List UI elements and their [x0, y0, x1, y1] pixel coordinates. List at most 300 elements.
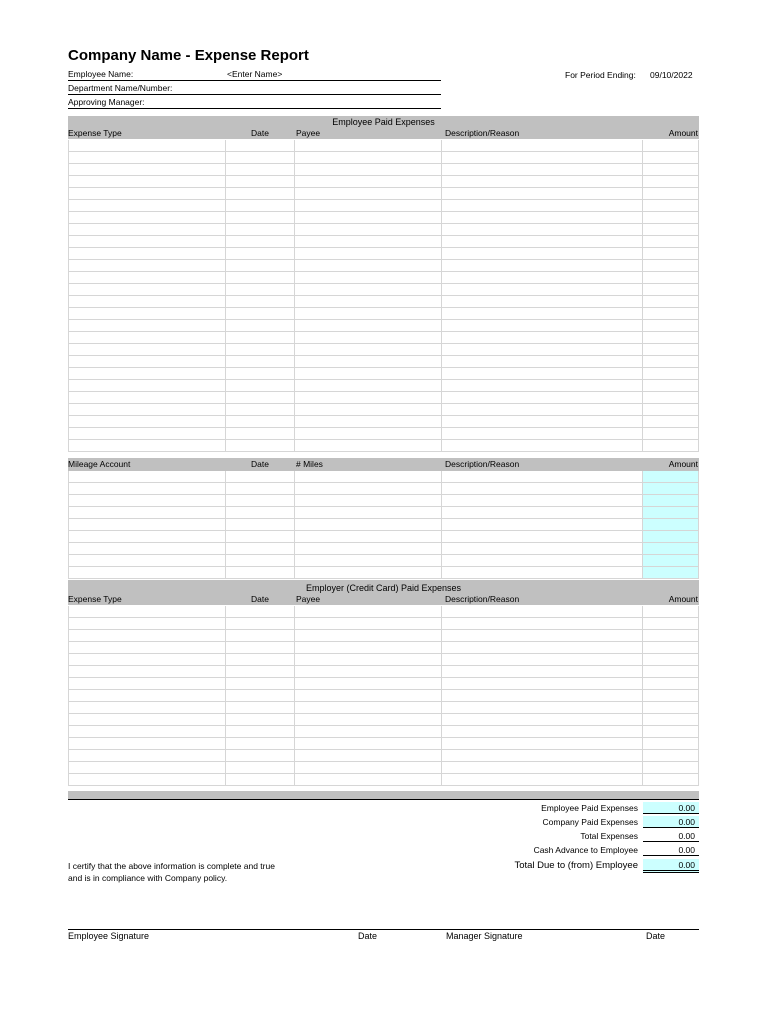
- cell-date[interactable]: [226, 308, 295, 319]
- cell-amount[interactable]: [643, 272, 699, 283]
- cell-amount[interactable]: [643, 750, 699, 761]
- cell-payee[interactable]: [295, 630, 442, 641]
- cell-type[interactable]: [68, 702, 226, 713]
- table-row: [68, 567, 699, 579]
- cell-amount[interactable]: [643, 762, 699, 773]
- cell-payee[interactable]: [295, 440, 442, 451]
- cell-amount[interactable]: [643, 284, 699, 295]
- table-row: [68, 690, 699, 702]
- cell-type[interactable]: [68, 483, 226, 494]
- cell-type[interactable]: [68, 531, 226, 542]
- cell-payee[interactable]: [295, 140, 442, 151]
- department-field[interactable]: [227, 82, 427, 94]
- col-payee: Payee: [296, 594, 321, 604]
- cell-type[interactable]: [68, 272, 226, 283]
- cell-description[interactable]: [442, 555, 643, 566]
- cell-date[interactable]: [226, 750, 295, 761]
- cell-date[interactable]: [226, 774, 295, 785]
- cell-payee[interactable]: [295, 762, 442, 773]
- cell-description[interactable]: [442, 543, 643, 554]
- cell-description[interactable]: [442, 296, 643, 307]
- cell-amount[interactable]: [643, 368, 699, 379]
- cell-description[interactable]: [442, 726, 643, 737]
- table-row: [68, 519, 699, 531]
- cell-amount[interactable]: [643, 774, 699, 785]
- cell-type[interactable]: [68, 507, 226, 518]
- cell-description[interactable]: [442, 320, 643, 331]
- cell-description[interactable]: [442, 774, 643, 785]
- table-row: [68, 654, 699, 666]
- cell-payee[interactable]: [295, 519, 442, 530]
- cell-description[interactable]: [442, 356, 643, 367]
- cell-description[interactable]: [442, 630, 643, 641]
- cell-payee[interactable]: [295, 308, 442, 319]
- cell-date[interactable]: [226, 440, 295, 451]
- table-row: [68, 642, 699, 654]
- cell-description[interactable]: [442, 618, 643, 629]
- col-miles: # Miles: [296, 459, 323, 469]
- cell-amount[interactable]: [643, 236, 699, 247]
- cell-amount[interactable]: [643, 678, 699, 689]
- table-row: [68, 212, 699, 224]
- cell-description[interactable]: [442, 392, 643, 403]
- cell-type[interactable]: [68, 344, 226, 355]
- certification-line-2: and is in compliance with Company policy.: [68, 873, 228, 883]
- cell-type[interactable]: [68, 666, 226, 677]
- cell-type[interactable]: [68, 332, 226, 343]
- cell-type[interactable]: [68, 236, 226, 247]
- cell-type[interactable]: [68, 416, 226, 427]
- cell-amount[interactable]: [643, 555, 699, 566]
- cell-payee[interactable]: [295, 618, 442, 629]
- cell-payee[interactable]: [295, 543, 442, 554]
- cell-date[interactable]: [226, 164, 295, 175]
- table-row: [68, 428, 699, 440]
- cell-date[interactable]: [226, 495, 295, 506]
- cell-date[interactable]: [226, 471, 295, 482]
- cell-payee[interactable]: [295, 531, 442, 542]
- cell-type[interactable]: [68, 714, 226, 725]
- table-row: [68, 332, 699, 344]
- table-row: [68, 531, 699, 543]
- cell-description[interactable]: [442, 212, 643, 223]
- cell-date[interactable]: [226, 618, 295, 629]
- table-row: [68, 416, 699, 428]
- cell-type[interactable]: [68, 654, 226, 665]
- cell-date[interactable]: [226, 260, 295, 271]
- cell-type[interactable]: [68, 750, 226, 761]
- table-footer-strip: [68, 791, 699, 800]
- cell-type[interactable]: [68, 260, 226, 271]
- cell-date[interactable]: [226, 176, 295, 187]
- cell-date[interactable]: [226, 726, 295, 737]
- cell-date[interactable]: [226, 152, 295, 163]
- cell-date[interactable]: [226, 344, 295, 355]
- cell-amount[interactable]: [643, 416, 699, 427]
- employee-name-field[interactable]: <Enter Name>: [227, 69, 283, 79]
- cell-payee[interactable]: [295, 356, 442, 367]
- cell-type[interactable]: [68, 726, 226, 737]
- table-row: [68, 762, 699, 774]
- table-row: [68, 272, 699, 284]
- cell-payee[interactable]: [295, 248, 442, 259]
- cell-type[interactable]: [68, 296, 226, 307]
- cell-date[interactable]: [226, 714, 295, 725]
- cell-amount[interactable]: [643, 726, 699, 737]
- employer-paid-section-title: Employer (Credit Card) Paid Expenses: [68, 580, 699, 594]
- cell-date[interactable]: [226, 284, 295, 295]
- cell-description[interactable]: [442, 678, 643, 689]
- table-row: [68, 248, 699, 260]
- cell-date[interactable]: [226, 368, 295, 379]
- cell-date[interactable]: [226, 380, 295, 391]
- col-mileage-account: Mileage Account: [68, 459, 131, 469]
- cell-date[interactable]: [226, 392, 295, 403]
- cell-description[interactable]: [442, 284, 643, 295]
- employee-paid-table: [68, 140, 699, 452]
- cell-amount[interactable]: [643, 140, 699, 151]
- period-ending-label: For Period Ending:: [565, 70, 636, 80]
- manager-field[interactable]: [227, 96, 427, 108]
- cell-date[interactable]: [226, 483, 295, 494]
- cell-amount[interactable]: [643, 176, 699, 187]
- cell-date[interactable]: [226, 188, 295, 199]
- cell-date[interactable]: [226, 555, 295, 566]
- table-row: [68, 236, 699, 248]
- cell-payee[interactable]: [295, 678, 442, 689]
- cell-payee[interactable]: [295, 332, 442, 343]
- cell-payee[interactable]: [295, 404, 442, 415]
- total-due-label: Total Due to (from) Employee: [514, 860, 638, 871]
- cell-payee[interactable]: [295, 344, 442, 355]
- cell-description[interactable]: [442, 440, 643, 451]
- cell-date[interactable]: [226, 654, 295, 665]
- cell-type[interactable]: [68, 738, 226, 749]
- cell-description[interactable]: [442, 152, 643, 163]
- cell-amount[interactable]: [643, 738, 699, 749]
- cell-amount[interactable]: [643, 495, 699, 506]
- table-row: [68, 368, 699, 380]
- cell-description[interactable]: [442, 642, 643, 653]
- cell-type[interactable]: [68, 690, 226, 701]
- cell-description[interactable]: [442, 714, 643, 725]
- cell-type[interactable]: [68, 495, 226, 506]
- cell-type[interactable]: [68, 567, 226, 578]
- col-date: Date: [251, 594, 269, 604]
- cell-description[interactable]: [442, 404, 643, 415]
- cell-description[interactable]: [442, 654, 643, 665]
- cell-payee[interactable]: [295, 320, 442, 331]
- cell-amount[interactable]: [643, 296, 699, 307]
- cell-amount[interactable]: [643, 152, 699, 163]
- cell-date[interactable]: [226, 236, 295, 247]
- cell-amount[interactable]: [643, 380, 699, 391]
- cell-payee[interactable]: [295, 507, 442, 518]
- cell-description[interactable]: [442, 666, 643, 677]
- cell-type[interactable]: [68, 428, 226, 439]
- cell-description[interactable]: [442, 188, 643, 199]
- cell-date[interactable]: [226, 606, 295, 617]
- cell-date[interactable]: [226, 428, 295, 439]
- cell-description[interactable]: [442, 260, 643, 271]
- cell-amount[interactable]: [643, 531, 699, 542]
- cell-description[interactable]: [442, 702, 643, 713]
- cell-payee[interactable]: [295, 567, 442, 578]
- cell-type[interactable]: [68, 308, 226, 319]
- cell-description[interactable]: [442, 690, 643, 701]
- cell-type[interactable]: [68, 642, 226, 653]
- cell-amount[interactable]: [643, 308, 699, 319]
- cell-payee[interactable]: [295, 714, 442, 725]
- cell-date[interactable]: [226, 140, 295, 151]
- cell-amount[interactable]: [643, 320, 699, 331]
- cell-date[interactable]: [226, 416, 295, 427]
- cell-payee[interactable]: [295, 495, 442, 506]
- cell-amount[interactable]: [643, 654, 699, 665]
- employee-name-label: Employee Name:: [68, 69, 134, 79]
- cell-payee[interactable]: [295, 188, 442, 199]
- cash-advance-field[interactable]: 0.00: [643, 844, 699, 856]
- cell-amount[interactable]: [643, 428, 699, 439]
- period-ending-value[interactable]: 09/10/2022: [650, 70, 693, 80]
- cell-date[interactable]: [226, 702, 295, 713]
- cell-amount[interactable]: [643, 224, 699, 235]
- cell-amount[interactable]: [643, 344, 699, 355]
- cell-type[interactable]: [68, 248, 226, 259]
- cell-description[interactable]: [442, 416, 643, 427]
- cell-description[interactable]: [442, 344, 643, 355]
- cell-payee[interactable]: [295, 296, 442, 307]
- cell-description[interactable]: [442, 738, 643, 749]
- cell-description[interactable]: [442, 531, 643, 542]
- cell-payee[interactable]: [295, 666, 442, 677]
- cell-date[interactable]: [226, 212, 295, 223]
- cell-amount[interactable]: [643, 356, 699, 367]
- cell-description[interactable]: [442, 164, 643, 175]
- cell-payee[interactable]: [295, 224, 442, 235]
- cell-date[interactable]: [226, 678, 295, 689]
- cell-payee[interactable]: [295, 690, 442, 701]
- cell-amount[interactable]: [643, 642, 699, 653]
- cell-type[interactable]: [68, 212, 226, 223]
- cell-date[interactable]: [226, 296, 295, 307]
- cell-date[interactable]: [226, 738, 295, 749]
- cash-advance-label: Cash Advance to Employee: [533, 845, 638, 855]
- cell-type[interactable]: [68, 762, 226, 773]
- col-description: Description/Reason: [445, 594, 520, 604]
- cell-description[interactable]: [442, 200, 643, 211]
- total-due-value: 0.00: [643, 859, 699, 873]
- cell-payee[interactable]: [295, 555, 442, 566]
- cell-description[interactable]: [442, 519, 643, 530]
- col-description: Description/Reason: [445, 459, 520, 469]
- cell-amount[interactable]: [643, 507, 699, 518]
- cell-payee[interactable]: [295, 164, 442, 175]
- cell-amount[interactable]: [643, 188, 699, 199]
- cell-amount[interactable]: [643, 200, 699, 211]
- cell-type[interactable]: [68, 152, 226, 163]
- cell-type[interactable]: [68, 519, 226, 530]
- cell-date[interactable]: [226, 690, 295, 701]
- cell-amount[interactable]: [643, 543, 699, 554]
- cell-amount[interactable]: [643, 483, 699, 494]
- cell-description[interactable]: [442, 224, 643, 235]
- cell-description[interactable]: [442, 606, 643, 617]
- col-amount: Amount: [668, 594, 698, 604]
- cell-type[interactable]: [68, 224, 226, 235]
- cell-date[interactable]: [226, 567, 295, 578]
- cell-type[interactable]: [68, 188, 226, 199]
- cell-amount[interactable]: [643, 260, 699, 271]
- cell-payee[interactable]: [295, 176, 442, 187]
- cell-description[interactable]: [442, 483, 643, 494]
- report-title: Company Name - Expense Report: [68, 47, 309, 64]
- cell-description[interactable]: [442, 140, 643, 151]
- cell-type[interactable]: [68, 176, 226, 187]
- cell-payee[interactable]: [295, 738, 442, 749]
- cell-date[interactable]: [226, 332, 295, 343]
- cell-description[interactable]: [442, 380, 643, 391]
- cell-type[interactable]: [68, 471, 226, 482]
- cell-description[interactable]: [442, 471, 643, 482]
- cell-type[interactable]: [68, 380, 226, 391]
- cell-payee[interactable]: [295, 654, 442, 665]
- cell-payee[interactable]: [295, 236, 442, 247]
- cell-date[interactable]: [226, 272, 295, 283]
- cell-date[interactable]: [226, 356, 295, 367]
- cell-description[interactable]: [442, 236, 643, 247]
- cell-amount[interactable]: [643, 212, 699, 223]
- cell-amount[interactable]: [643, 440, 699, 451]
- cell-payee[interactable]: [295, 152, 442, 163]
- cell-description[interactable]: [442, 368, 643, 379]
- cell-type[interactable]: [68, 164, 226, 175]
- cell-amount[interactable]: [643, 332, 699, 343]
- cell-description[interactable]: [442, 495, 643, 506]
- cell-payee[interactable]: [295, 416, 442, 427]
- cell-amount[interactable]: [643, 404, 699, 415]
- table-row: [68, 543, 699, 555]
- table-row: [68, 320, 699, 332]
- company-paid-total-label: Company Paid Expenses: [542, 817, 638, 827]
- cell-amount[interactable]: [643, 630, 699, 641]
- cell-type[interactable]: [68, 320, 226, 331]
- cell-type[interactable]: [68, 140, 226, 151]
- cell-payee[interactable]: [295, 702, 442, 713]
- cell-payee[interactable]: [295, 606, 442, 617]
- cell-payee[interactable]: [295, 368, 442, 379]
- cell-payee[interactable]: [295, 212, 442, 223]
- cell-type[interactable]: [68, 630, 226, 641]
- cell-type[interactable]: [68, 356, 226, 367]
- cell-type[interactable]: [68, 368, 226, 379]
- cell-amount[interactable]: [643, 248, 699, 259]
- cell-payee[interactable]: [295, 260, 442, 271]
- mileage-header: [68, 458, 699, 471]
- cell-description[interactable]: [442, 176, 643, 187]
- department-label: Department Name/Number:: [68, 83, 173, 93]
- cell-type[interactable]: [68, 678, 226, 689]
- col-amount: Amount: [668, 128, 698, 138]
- cell-description[interactable]: [442, 332, 643, 343]
- cell-type[interactable]: [68, 404, 226, 415]
- cell-date[interactable]: [226, 762, 295, 773]
- cell-type[interactable]: [68, 606, 226, 617]
- cell-amount[interactable]: [643, 714, 699, 725]
- cell-payee[interactable]: [295, 272, 442, 283]
- cell-date[interactable]: [226, 248, 295, 259]
- cell-payee[interactable]: [295, 642, 442, 653]
- cell-date[interactable]: [226, 519, 295, 530]
- cell-type[interactable]: [68, 555, 226, 566]
- cell-date[interactable]: [226, 531, 295, 542]
- cell-payee[interactable]: [295, 284, 442, 295]
- cell-payee[interactable]: [295, 774, 442, 785]
- cell-payee[interactable]: [295, 200, 442, 211]
- cell-date[interactable]: [226, 404, 295, 415]
- cell-description[interactable]: [442, 750, 643, 761]
- cell-description[interactable]: [442, 272, 643, 283]
- cell-date[interactable]: [226, 507, 295, 518]
- cell-type[interactable]: [68, 543, 226, 554]
- table-row: [68, 678, 699, 690]
- cell-description[interactable]: [442, 308, 643, 319]
- cell-date[interactable]: [226, 642, 295, 653]
- cell-date[interactable]: [226, 630, 295, 641]
- cell-date[interactable]: [226, 200, 295, 211]
- employee-paid-section-title: Employee Paid Expenses: [68, 116, 699, 128]
- cell-type[interactable]: [68, 440, 226, 451]
- table-row: [68, 308, 699, 320]
- cell-payee[interactable]: [295, 483, 442, 494]
- cell-date[interactable]: [226, 666, 295, 677]
- table-row: [68, 344, 699, 356]
- cell-type[interactable]: [68, 774, 226, 785]
- cell-payee[interactable]: [295, 392, 442, 403]
- cell-payee[interactable]: [295, 750, 442, 761]
- table-row: [68, 666, 699, 678]
- table-row: [68, 356, 699, 368]
- cell-payee[interactable]: [295, 428, 442, 439]
- cell-description[interactable]: [442, 507, 643, 518]
- cell-type[interactable]: [68, 200, 226, 211]
- cell-description[interactable]: [442, 428, 643, 439]
- cell-amount[interactable]: [643, 690, 699, 701]
- cell-payee[interactable]: [295, 726, 442, 737]
- cell-amount[interactable]: [643, 606, 699, 617]
- cell-description[interactable]: [442, 762, 643, 773]
- cell-description[interactable]: [442, 567, 643, 578]
- cell-amount[interactable]: [643, 702, 699, 713]
- cell-payee[interactable]: [295, 380, 442, 391]
- cell-date[interactable]: [226, 320, 295, 331]
- cell-amount[interactable]: [643, 164, 699, 175]
- cell-date[interactable]: [226, 543, 295, 554]
- cell-amount[interactable]: [643, 392, 699, 403]
- cell-amount[interactable]: [643, 519, 699, 530]
- cell-amount[interactable]: [643, 666, 699, 677]
- cell-type[interactable]: [68, 284, 226, 295]
- department-row: [68, 82, 441, 95]
- cell-type[interactable]: [68, 392, 226, 403]
- cell-amount[interactable]: [643, 567, 699, 578]
- cell-payee[interactable]: [295, 471, 442, 482]
- cell-date[interactable]: [226, 224, 295, 235]
- cell-amount[interactable]: [643, 618, 699, 629]
- cell-description[interactable]: [442, 248, 643, 259]
- cell-amount[interactable]: [643, 471, 699, 482]
- cell-type[interactable]: [68, 618, 226, 629]
